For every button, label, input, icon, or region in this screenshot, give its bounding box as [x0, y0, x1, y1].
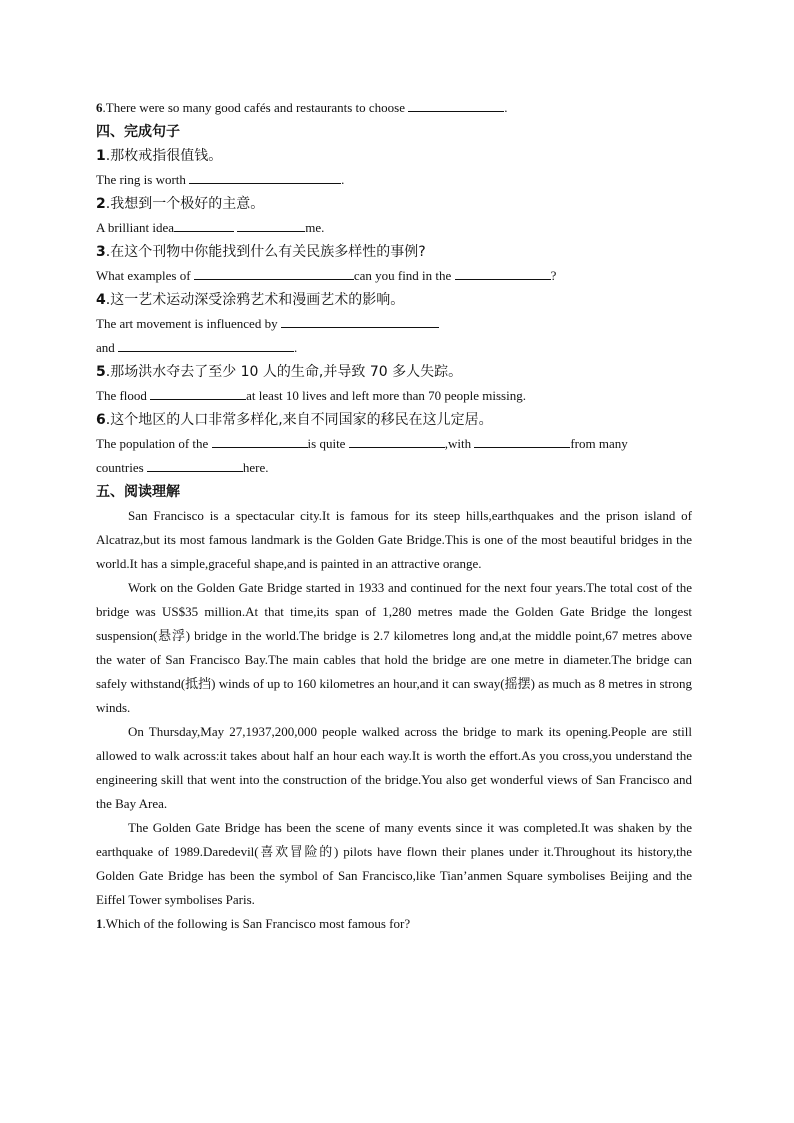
answer-blank[interactable] — [237, 219, 305, 232]
sentence-en-2: A brilliant idea me. — [96, 220, 325, 235]
reading-paragraph-1: San Francisco is a spectacular city.It is famous for its steep hills,earthquakes and the prison island of Alcatraz,but its most famous landmark is the Golden Gate Bridge.This is one of the most beautiful bridges in the world.It has a simple,graceful shape,and is painted in an attractive orange. — [96, 508, 692, 571]
answer-blank[interactable] — [281, 315, 439, 328]
answer-blank[interactable] — [455, 267, 551, 280]
item-number: 6 — [96, 100, 103, 115]
sentence-cn-1: 1.那枚戒指很值钱。 — [96, 148, 223, 164]
worksheet-page — [96, 96, 692, 936]
sentence-cn-3: 3.在这个刊物中你能找到什么有关民族多样性的事例? — [96, 244, 426, 260]
sentence-en-6a: The population of the is quite ,with from many — [96, 436, 628, 451]
sentence-cn-2: 2.我想到一个极好的主意。 — [96, 196, 265, 212]
answer-blank[interactable] — [189, 171, 341, 184]
answer-blank[interactable] — [349, 435, 445, 448]
sentence-en-3: What examples of can you find in the ? — [96, 268, 557, 283]
reading-paragraph-2: Work on the Golden Gate Bridge started in 1933 and continued for the next four years.The total cost of the bridge was US$35 million.At that time,its span of 1,280 metres made the Golden Gate Bridge the longest suspension(悬浮) bridge in the world.The bridge is 2.7 kilometres long and,at the middle point,67 metres above the water of San Francisco Bay.The main cables that hold the bridge are one metre in diameter.The bridge can safely withstand(抵挡) winds of up to 160 kilometres an hour,and it can sway(摇摆) as much as 8 metres in strong winds. — [96, 580, 692, 715]
reading-paragraph-3: On Thursday,May 27,1937,200,000 people walked across the bridge to mark its opening.People are still allowed to walk across:it takes about half an hour each way.It is worth the effort.As you cross,you understand the engineering skill that went into the construction of the bridge.You also get wonderful views of San Francisco and the Bay Area. — [96, 724, 692, 811]
sentence-en-6b: countries here. — [96, 460, 269, 475]
sentence-en-5: The flood at least 10 lives and left more than 70 people missing. — [96, 388, 526, 403]
section-heading: 五、阅读理解 — [96, 484, 180, 500]
sentence-en-4b: and . — [96, 340, 298, 355]
answer-blank[interactable] — [147, 459, 243, 472]
item-text: .There were so many good cafés and restaurants to choose — [102, 100, 405, 115]
answer-blank[interactable] — [150, 387, 246, 400]
reading-paragraph-4: The Golden Gate Bridge has been the scene of many events since it was completed.It was shaken by the earthquake of 1989.Daredevil(喜欢冒险的) pilots have flown their planes under it.Throughout its history,the Golden Gate Bridge has been the symbol of San Francisco,like Tian’anmen Square symbolises Beijing and the Eiffel Tower symbolises Paris. — [96, 820, 692, 907]
section-heading: 四、完成句子 — [96, 124, 180, 140]
exercise-item-6: 6.There were so many good cafés and restaurants to choose . — [96, 100, 508, 115]
answer-blank[interactable] — [194, 267, 354, 280]
sentence-en-1: The ring is worth . — [96, 172, 345, 187]
answer-blank[interactable] — [408, 99, 504, 112]
answer-blank[interactable] — [474, 435, 570, 448]
question-1: 1.Which of the following is San Francisco most famous for? — [96, 916, 411, 931]
answer-blank[interactable] — [174, 219, 234, 232]
answer-blank[interactable] — [212, 435, 308, 448]
answer-blank[interactable] — [118, 339, 294, 352]
sentence-cn-6: 6.这个地区的人口非常多样化,来自不同国家的移民在这儿定居。 — [96, 412, 493, 428]
sentence-cn-5: 5.那场洪水夺去了至少 10 人的生命,并导致 70 多人失踪。 — [96, 364, 463, 380]
sentence-cn-4: 4.这一艺术运动深受涂鸦艺术和漫画艺术的影响。 — [96, 292, 405, 308]
sentence-en-4a: The art movement is influenced by — [96, 312, 692, 336]
